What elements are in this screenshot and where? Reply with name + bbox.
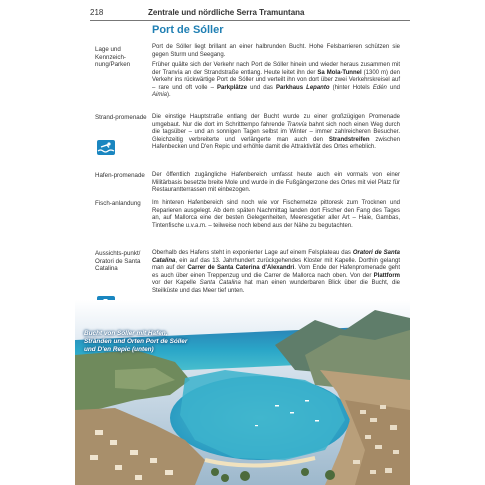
- parkhaus-name: Lepanto: [306, 84, 330, 91]
- oratori-name: Oratori de Santa Catalina: [152, 250, 400, 264]
- sidebar-label-hafen: Hafen-promenade: [95, 172, 145, 179]
- paragraph-fish: [152, 200, 400, 230]
- paragraph-promenade: [152, 114, 400, 152]
- hotel-name: Aimia: [152, 92, 168, 98]
- paragraph-intro: [152, 44, 400, 59]
- text-span: vor der Kapelle: [152, 280, 200, 286]
- running-title: Zentrale und nördliche Serra Tramuntana: [148, 8, 305, 17]
- header-rule: [90, 20, 410, 21]
- text-span: ).: [167, 92, 171, 98]
- text-span: Früher quälte sich der Verkehr nach Port de Sóller hinein und wieder heraus zusammen mit der Tranvía an der Strandstraße entlang. Heute leitet ihn der: [152, 62, 400, 76]
- paragraph-harbour: [152, 172, 400, 195]
- text-span: und das: [247, 84, 277, 91]
- text-span: hat man einen wunderbaren Blick über die Bucht, die Steilküste und das Meer tief unten.: [152, 280, 400, 294]
- parkhaus-term: Parkhaus: [276, 84, 304, 91]
- parking-term: Parkplätze: [217, 84, 248, 91]
- sidebar-label-lage: Lage und Kennzeich-nung/Parken: [95, 46, 131, 68]
- sidebar-label-fisch: Fisch-anlandung: [95, 200, 141, 207]
- sidebar-label-aussicht: Aussichts-punkt/ Oratori de Santa Catalina: [95, 250, 141, 272]
- paragraph-harbour-text: Der öffentlich zugängliche Hafenbereich umfasst heute auch ein vormals von einer Militärbasis besetzte breite Mole und wurde in die Fußgängerzone des Ortes mit viel Platz für Restaurantterrassen mit einbezogen.: [152, 172, 400, 193]
- bay-photo: [75, 300, 410, 485]
- hotel-name: Edén: [372, 84, 387, 91]
- text-span: zwischen Hafenbecken und D'en Repic und erhöhte damit die Attraktivität des Ortes erheblich.: [152, 136, 401, 150]
- page-header: [90, 6, 410, 20]
- text-span: Oberhalb des Hafens steht in exponierter Lage auf einem Felsplateau das: [152, 250, 353, 256]
- text-span: und: [386, 84, 400, 91]
- chapel-name: Santa Catalina: [199, 280, 241, 286]
- text-span: (hinter Hotels: [329, 84, 373, 91]
- text-span: bahnt sich noch einen Weg durch die tagsüber – und an sonnigen Tagen selbst im Winter – immer zahlreicheren Besucher. Gleichzeitig verbreiterte und verlängerte man auch den: [152, 121, 400, 143]
- paragraph-traffic: [152, 62, 400, 100]
- plattform-term: Plattform: [373, 272, 400, 279]
- strand-term: Strandstreifen: [328, 136, 370, 143]
- text-span: (1300 m) den Verkehr ins rückwärtige Port de Sóller und verteilt ihn von dort über zwei Verkehrskreisel auf – rare und oft volle –: [152, 69, 401, 91]
- paragraph-fish-text: Im hinteren Hafenbereich sind noch wie vor Fischernetze pittoresk zum Trocknen und Reparieren ausgelegt. Ab dem späten Nachmittag landen dort Fischer den Fang des Tages an, auf Mallorca eine der besten Gelegenheiten, Meeresgetier aller Art – Haie, Gambas, Tintenfische u.v.a.m. – teilweise noch lebend aus der Nähe zu begutachten.: [152, 200, 400, 229]
- street-name: Carrer de Santa Caterina d'Alexandri: [187, 265, 295, 271]
- photo-caption: Bucht von Sóller mit Hafen, Stränden und Orten Port de Sóller und D'en Repic (unten): [84, 330, 188, 353]
- page-number: 218: [90, 8, 104, 17]
- text-span: . Vom Ende der Hafenpromenade geht es auch über einen Treppenzug und die Carrer de Mallorca nach oben. Von der: [152, 265, 401, 279]
- tunnel-name: Sa Mola-Tunnel: [317, 69, 362, 76]
- sidebar-label-strand: Strand-promenade: [95, 114, 147, 121]
- text-span: , ein auf das 13. Jahrhundert zurückgehendes Kloster mit Kapelle. Dorthin gelangt man auf der: [152, 257, 400, 271]
- paragraph-oratori: [152, 250, 400, 295]
- section-title: Port de Sóller: [152, 24, 224, 36]
- tranvia-term: Tranvía: [286, 121, 307, 128]
- text-span: Die einstige Hauptstraße entlang der Bucht wurde zu einer großzügigen Promenade umgebaut. Nur die dort im Schritttempo fahrende: [152, 114, 400, 128]
- paragraph-intro-text: Port de Sóller liegt brillant an einer halbrunden Bucht. Hohe Felsbarrieren schützen sie gegen Sturm und Seegang.: [152, 44, 400, 58]
- swimming-icon: [97, 140, 115, 155]
